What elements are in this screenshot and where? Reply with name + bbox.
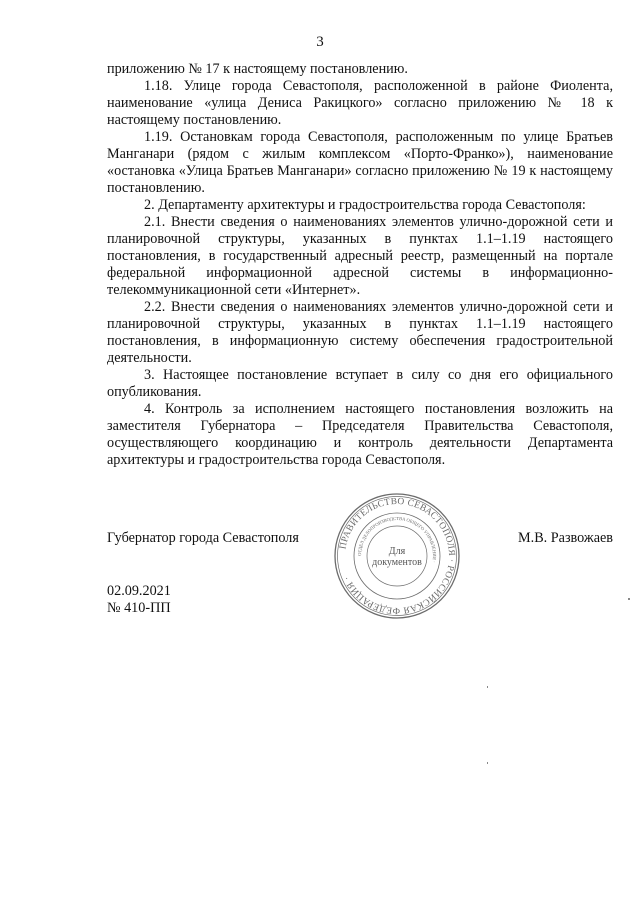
scan-speck <box>487 686 488 688</box>
paragraph: 4. Контроль за исполнением настоящего постановления возложить на заместителя Губернатора – Председателя Правительства Севастополя, осуществляющего координацию и контроль деятельности Департамента архитектуры и градостроительства города Севастополя. <box>107 401 613 468</box>
seal-outer-text: ПРАВИТЕЛЬСТВО СЕВАСТОПОЛЯ · РОССИЙСКАЯ ФЕДЕРАЦИЯ · <box>338 496 457 616</box>
paragraph: 3. Настоящее постановление вступает в силу со дня его официального опубликования. <box>107 367 613 400</box>
paragraph: 2.1. Внести сведения о наименованиях элементов улично-дорожной сети и планировочной структуры, указанных в пунктах 1.1–1.19 настоящего постановления, в государственный адресный реестр, размещенный на портале федеральной информационной адресной системы в информационно-телекоммуникационной сети «Интернет». <box>107 214 613 298</box>
paragraph: 2.2. Внести сведения о наименованиях элементов улично-дорожной сети и планировочной структуры, указанных в пунктах 1.1–1.19 настоящего постановления, в информационную систему обеспечения градостроительной деятельности. <box>107 299 613 366</box>
paragraph: 1.19. Остановкам города Севастополя, расположенным по улице Братьев Манганари (рядом с жилым комплексом «Порто-Франко»), наименование «остановка «Улица Братьев Манганари» согласно приложению № 19 к настоящему постановлению. <box>107 129 613 196</box>
document-date: 02.09.2021 <box>107 583 171 599</box>
signer-name: М.В. Развожаев <box>518 530 613 546</box>
official-seal <box>333 492 461 620</box>
document-number: № 410-ПП <box>107 600 171 616</box>
document-meta <box>107 583 171 617</box>
scan-speck <box>628 598 630 600</box>
scan-speck <box>487 762 488 764</box>
paragraph: 1.18. Улице города Севастополя, расположенной в районе Фиолента, наименование «улица Дениса Ракицкого» согласно приложению № 18 к настоящему постановлению. <box>107 78 613 128</box>
seal-center-line2: документов <box>372 557 422 568</box>
page-number: 3 <box>316 34 324 50</box>
signer-position: Губернатор города Севастополя <box>107 530 299 546</box>
paragraph: 2. Департаменту архитектуры и градостроительства города Севастополя: <box>144 197 586 213</box>
seal-center-line1: Для <box>388 546 406 557</box>
seal-inner-text: ОТДЕЛ ДЕЛОПРОИЗВОДСТВА ОБЩЕГО УПРАВЛЕНИЯ · <box>356 515 438 564</box>
paragraph: приложению № 17 к настоящему постановлению. <box>107 61 408 77</box>
document-body <box>107 61 613 469</box>
